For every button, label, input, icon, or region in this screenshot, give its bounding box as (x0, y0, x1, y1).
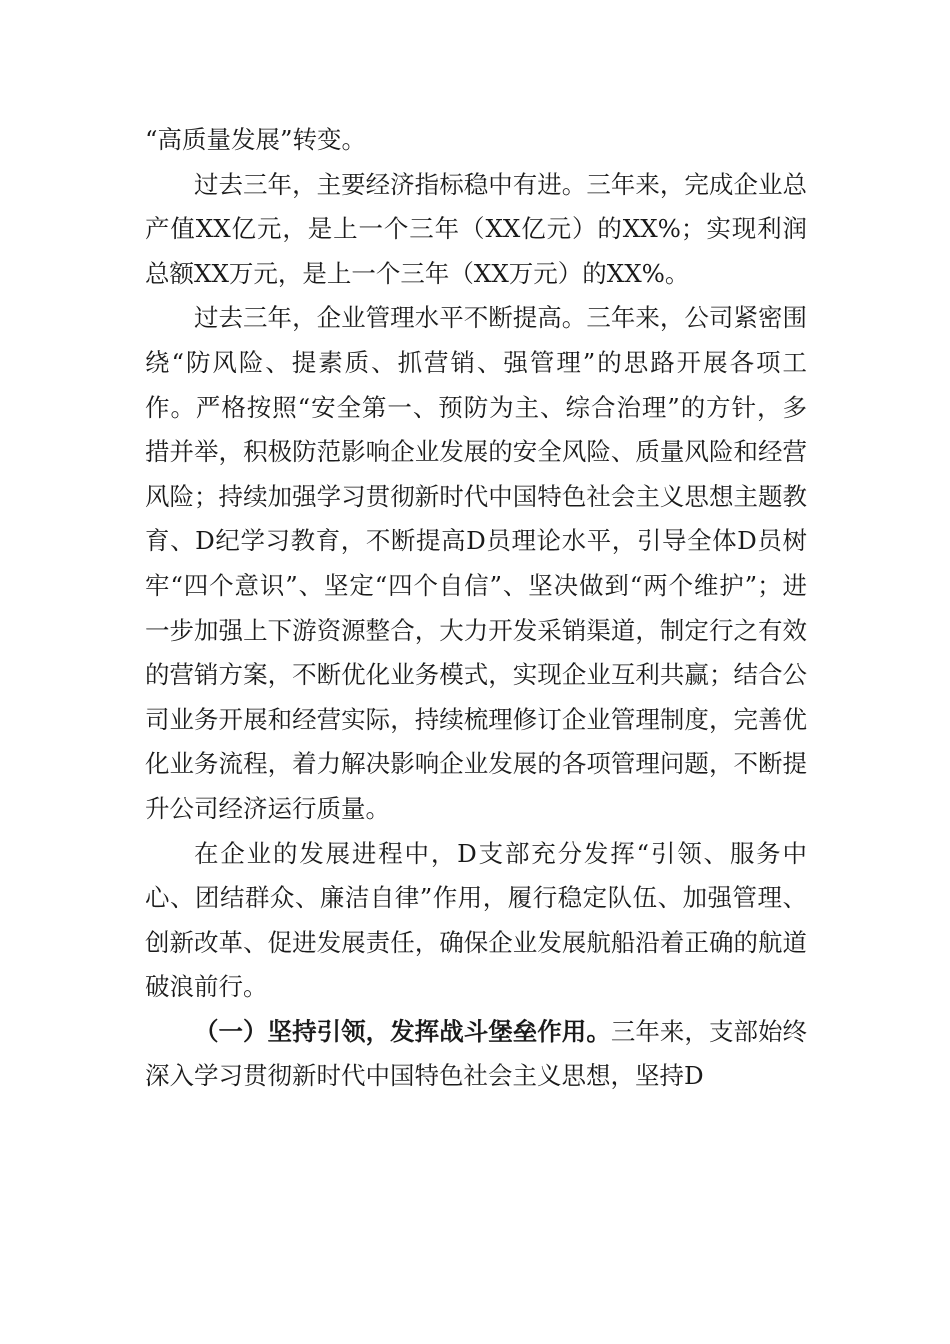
paragraph-section-one (145, 1010, 807, 1099)
section-body-text: 三年来，支部始终深入学习贯彻新时代中国特色社会主义思想，坚持D (145, 1016, 808, 1091)
document-body (145, 118, 807, 1099)
section-heading-lead: （一）坚持引领，发挥战斗堡垒作用。 (194, 1016, 611, 1046)
paragraph-continuation: “高质量发展”转变。 (145, 125, 367, 154)
paragraph-economic-indicators: 过去三年，主要经济指标稳中有进。三年来，完成企业总产值XX亿元，是上一个三年（XX亿元）的XX%；实现利润总额XX万元，是上一个三年（XX万元）的XX%。 (145, 169, 807, 288)
paragraph-party-branch-role: 在企业的发展进程中，D支部充分发挥“引领、服务中心、团结群众、廉洁自律”作用，履行稳定队伍、加强管理、创新改革、促进发展责任，确保企业发展航船沿着正确的航道破浪前行。 (145, 838, 807, 1002)
paragraph-management-level: 过去三年，企业管理水平不断提高。三年来，公司紧密围绕“防风险、提素质、抓营销、强管理”的思路开展各项工作。严格按照“安全第一、预防为主、综合治理”的方针，多措并举，积极防范影响企业发展的安全风险、质量风险和经营风险；持续加强学习贯彻新时代中国特色社会主义思想主题教育、D纪学习教育，不断提高D员理论水平，引导全体D员树牢“四个意识”、坚定“四个自信”、坚决做到“两个维护”；进一步加强上下游资源整合，大力开发采销渠道，制定行之有效的营销方案，不断优化业务模式，实现企业互利共赢；结合公司业务开展和经营实际，持续梳理修订企业管理制度，完善优化业务流程，着力解决影响企业发展的各项管理问题，不断提升公司经济运行质量。 (145, 303, 807, 823)
